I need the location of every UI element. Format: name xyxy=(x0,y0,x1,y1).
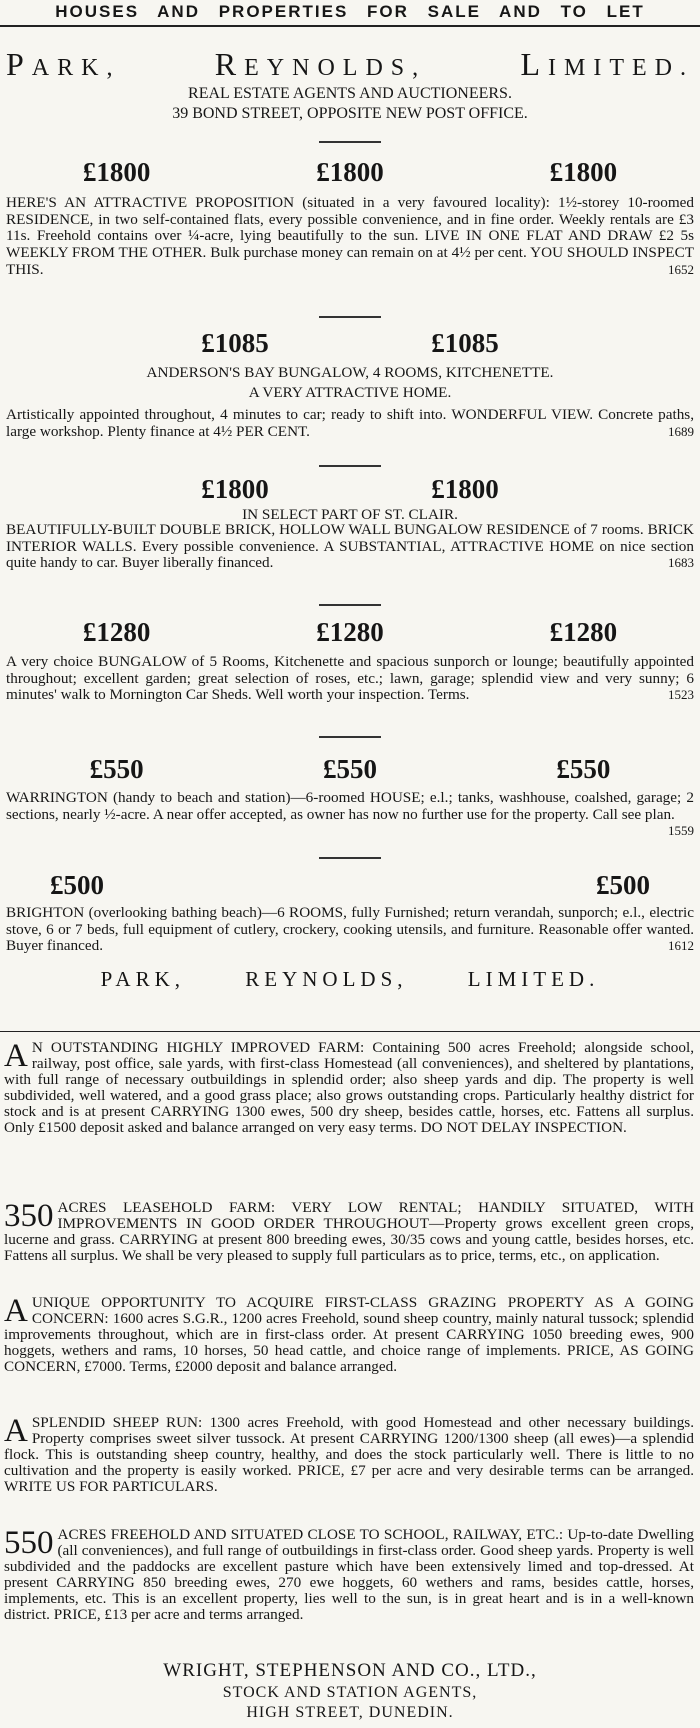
listing xyxy=(4,1295,694,1375)
listing-text: ACRES LEASEHOLD FARM: VERY LOW RENTAL; HANDILY SITUATED, WITH IMPROVEMENTS IN GOOD ORDER THROUGHOUT—Property grows excellent green crops, lucerne and grass. CARRYING at present 800 breeding ewes, 30/35 cows and young cattle, besides horses, etc. Fattens all surplus. We shall be very pleased to supply full particulars as to price, terms, etc., on application. xyxy=(4,1199,694,1264)
price: £1800 xyxy=(431,474,499,504)
ad-ref: 1683 xyxy=(668,555,694,571)
price: £500 xyxy=(596,870,650,900)
ad-body xyxy=(6,905,694,955)
price: £500 xyxy=(50,870,104,900)
firm-address: 39 BOND STREET, OPPOSITE NEW POST OFFICE. xyxy=(172,105,528,122)
drop-cap: A xyxy=(4,1038,28,1074)
price: £1280 xyxy=(82,617,151,647)
price: £550 xyxy=(556,754,611,784)
drop-cap: A xyxy=(4,1413,28,1449)
price: £1800 xyxy=(201,474,269,504)
section-rule xyxy=(0,1031,700,1032)
firm-header xyxy=(6,46,694,82)
ad-title: IN SELECT PART OF ST. CLAIR. xyxy=(242,506,458,523)
ad-ref: 1612 xyxy=(668,938,694,954)
ad-prices xyxy=(0,615,700,649)
listing-text: SPLENDID SHEEP RUN: 1300 acres Freehold, with good Homestead and other necessary buildings. Property comprises sweet silver tussock. At present CARRYING 1200/1300 sheep (all ewes)—a splendid flock. This is outstanding sheep country, healthy, and does the stock particularly well. There is little to no cultivation and the property is easily worked. PRICE, £7 per acre and very desirable terms can be arranged. WRITE US FOR PARTICULARS. xyxy=(4,1414,694,1495)
ad-prices xyxy=(0,868,700,902)
agent-address: HIGH STREET, DUNEDIN. xyxy=(246,1704,454,1721)
firm-subtitle: REAL ESTATE AGENTS AND AUCTIONEERS. xyxy=(188,85,512,102)
listing-text: UNIQUE OPPORTUNITY TO ACQUIRE FIRST-CLASS GRAZING PROPERTY AS A GOING CONCERN: 1600 acres S.G.R., 1200 acres Freehold, sound sheep country, mainly natural tussock; splendid improvements throughout, which are in first-class order. At present CARRYING 1050 breeding ewes, 900 hoggets, wethers and rams, 10 horses, 50 head cattle, and choice range of implements. PRICE, AS GOING CONCERN, £7000. Terms, £2000 deposit and balance arranged. xyxy=(4,1294,694,1375)
price: £550 xyxy=(322,754,377,784)
agent-line: STOCK AND STATION AGENTS, xyxy=(222,1684,478,1701)
price: £1280 xyxy=(549,617,618,647)
ad-title: ANDERSON'S BAY BUNGALOW, 4 ROOMS, KITCHENETTE. xyxy=(146,364,554,381)
ad-text: Artistically appointed throughout, 4 minutes to car; ready to shift into. WONDERFUL VIEW. Concrete paths, large workshop. Plenty finance at 4½ PER CENT. xyxy=(6,406,694,440)
firm-footer: PARK, REYNOLDS, LIMITED. xyxy=(100,967,600,991)
listing xyxy=(4,1415,694,1495)
divider xyxy=(319,736,381,738)
ad-body xyxy=(6,195,694,279)
section-heading: HOUSES AND PROPERTIES FOR SALE AND TO LET xyxy=(55,2,645,21)
ad-text: BEAUTIFULLY-BUILT DOUBLE BRICK, HOLLOW WALL BUNGALOW RESIDENCE of 7 rooms. BRICK INTERIOR WALLS. Every possible convenience. A SUBSTANTIAL, ATTRACTIVE HOME on nice section quite handy to car. Buyer liberally financed. xyxy=(6,521,694,572)
divider xyxy=(319,857,381,859)
price: £550 xyxy=(89,754,144,784)
listing-text: ACRES FREEHOLD AND SITUATED CLOSE TO SCHOOL, RAILWAY, ETC.: Up-to-date Dwelling (all conveniences), and full range of outbuildings in first-class order. Good sheep yards. Property is well subdivided and the paddocks are excellent pasture which have been extensively limed and top-dressed. At present CARRYING 850 breeding ewes, 270 ewe hoggets, 60 wethers and rams, besides cattle, horses, implements, etc. This is an excellent property, lies well to the sun, is in great heart and is in a well-known district. PRICE, £13 per acre and terms arranged. xyxy=(4,1526,694,1623)
price: £1800 xyxy=(82,157,151,187)
ad-body xyxy=(6,407,694,440)
drop-cap: 350 xyxy=(4,1198,54,1234)
ad-ref: 1689 xyxy=(668,423,694,439)
ad-body xyxy=(6,790,694,840)
ad-prices xyxy=(0,326,700,360)
ad-ref: 1652 xyxy=(668,261,694,277)
divider xyxy=(319,316,381,318)
listing xyxy=(4,1200,694,1264)
ad-ref: 1559 xyxy=(668,823,694,839)
firm-name-park: PARK, xyxy=(6,46,121,82)
listing-text: N OUTSTANDING HIGHLY IMPROVED FARM: Containing 500 acres Freehold; alongside school, railway, post office, sale yards, with first-class Homestead (all conveniences), and sheltered by plantations, with full range of necessary outbuildings in splendid order; also sheep yards and dip. The property is well subdivided, well watered, and a good grass place; also grows outstanding crops. Particularly healthy district for stock and is at present CARRYING 1300 ewes, 500 dry sheep, besides cattle, horses, etc. Fattens all surplus. Only £1500 deposit asked and balance arranged on very easy terms. DO NOT DELAY INSPECTION. xyxy=(4,1039,694,1136)
listing xyxy=(4,1040,694,1135)
ad-body xyxy=(6,654,694,704)
divider xyxy=(319,465,381,467)
ad-ref: 1523 xyxy=(668,687,694,703)
price: £1800 xyxy=(549,157,618,187)
drop-cap: A xyxy=(4,1293,28,1329)
ad-text: BRIGHTON (overlooking bathing beach)—6 ROOMS, fully Furnished; return verandah, sunporch; e.l., electric stove, 6 or 7 beds, full equipment of cutlery, crockery, cooking utensils, and furniture. Reasonable offer wanted. Buyer financed. xyxy=(6,904,694,955)
price: £1085 xyxy=(201,328,269,358)
ad-subtitle: A VERY ATTRACTIVE HOME. xyxy=(248,384,452,401)
price: £1085 xyxy=(431,328,499,358)
ad-prices xyxy=(0,752,700,786)
firm-name-limited: LIMITED. xyxy=(520,46,694,82)
ad-text: A very choice BUNGALOW of 5 Rooms, Kitchenette and spacious sunporch or lounge; beautifully appointed throughout; excellent garden; great selection of roses, etc.; lawn, garage; splendid view and very sunny; 6 minutes' walk to Mornington Car Sheds. Well worth your inspection. Terms. xyxy=(6,653,694,704)
ad-prices xyxy=(0,472,700,506)
drop-cap: 550 xyxy=(4,1525,54,1561)
listing xyxy=(4,1527,694,1622)
price: £1800 xyxy=(316,157,384,187)
divider xyxy=(319,141,381,143)
ad-text: HERE'S AN ATTRACTIVE PROPOSITION (situated in a very favoured locality): 1½-storey 10-roomed RESIDENCE, in two self-contained flats, every possible convenience, and in fine order. Weekly rentals are £3 11s. Freehold contains over ¼-acre, lying beautifully to the sun. LIVE IN ONE FLAT AND DRAW £2 5s WEEKLY FROM THE OTHER. Bulk purchase money can remain on at 4½ per cent. YOU SHOULD INSPECT THIS. xyxy=(6,194,694,278)
ad-prices xyxy=(0,155,700,189)
heading-rule xyxy=(0,25,700,27)
ad-text: WARRINGTON (handy to beach and station)—6-roomed HOUSE; e.l.; tanks, washhouse, coalshed, garage; 2 sections, nearly ½-acre. A near offer accepted, as owner has now no further use for the property. Call see plan. xyxy=(6,789,694,823)
firm-name-reynolds: REYNOLDS, xyxy=(214,46,427,82)
ad-body xyxy=(6,522,694,572)
divider xyxy=(319,604,381,606)
agent-name: WRIGHT, STEPHENSON AND CO., LTD., xyxy=(163,1660,537,1681)
price: £1280 xyxy=(316,617,384,647)
